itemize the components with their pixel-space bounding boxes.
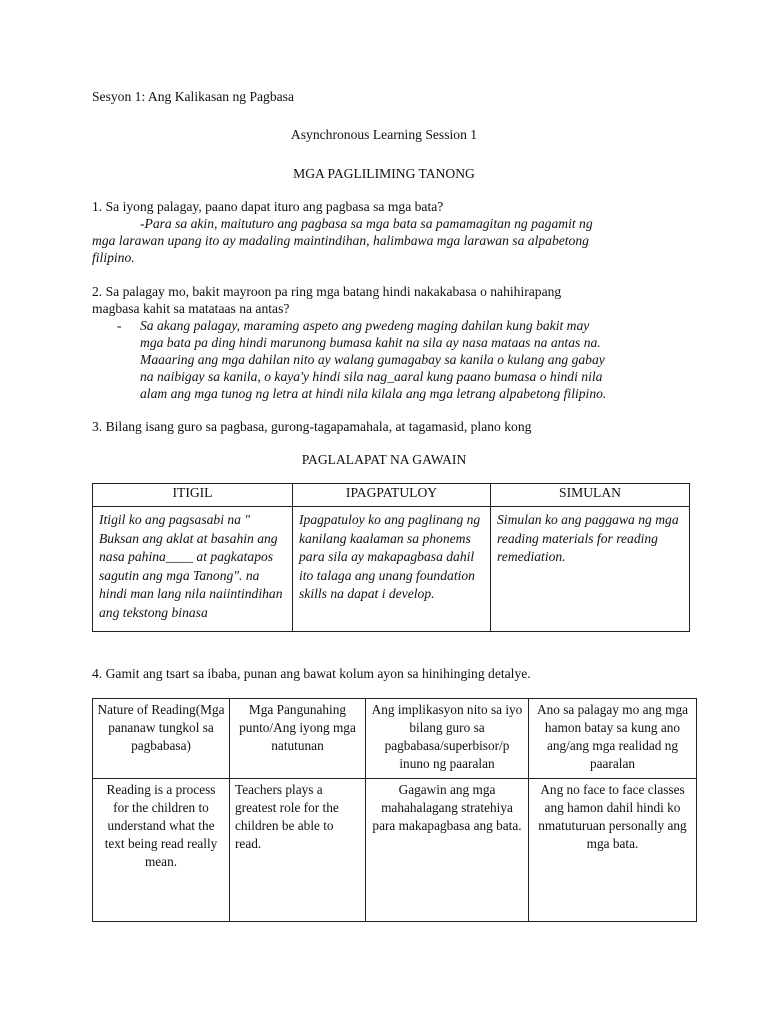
answer-2-line: Sa akang palagay, maraming aspeto ang pwedeng maging dahilan kung bakit may (140, 318, 590, 333)
question-3: 3. Bilang isang guro sa pagbasa, gurong-tagapamahala, at tagamasid, plano kong (92, 419, 532, 434)
question-4: 4. Gamit ang tsart sa ibaba, punan ang bawat kolum ayon sa hinihinging detalye. (92, 666, 531, 681)
table-cell-implication: Gagawin ang mga mahahalagang stratehiya para makapagbasa ang bata. (366, 779, 529, 922)
answer-2-dash: - (117, 318, 122, 333)
table-header-challenges: Ano sa palagay mo ang mga hamon batay sa kung ano ang/ang mga realidad ng paaralan (529, 699, 697, 779)
table-header-itigil: ITIGIL (93, 484, 293, 507)
answer-2-line: mga bata pa ding hindi marunong bumasa kahit na sila ay nasa mataas na antas na. (140, 335, 601, 350)
table-cell-simulan: Simulan ko ang paggawa ng mga reading materials for reading remediation. (491, 507, 690, 632)
answer-2-line: Maaaring ang mga dahilan nito ay walang gumagabay sa kanila o kulang ang gabay (140, 352, 605, 367)
session-title: Sesyon 1: Ang Kalikasan ng Pagbasa (92, 89, 294, 104)
table-cell-nature-of-reading: Reading is a process for the children to understand what the text being read really mean. (93, 779, 230, 922)
table-row (93, 507, 690, 632)
section-heading-questions: MGA PAGLILIMING TANONG (293, 166, 475, 181)
table-cell-ipagpatuloy: Ipagpatuloy ko ang paglinang ng kanilang kaalaman sa phonems para sila ay makapagbasa dahil ito talaga ang unang foundation skills na dapat i develop. (293, 507, 491, 632)
question-2-line: magbasa kahit sa matataas na antas? (92, 301, 290, 316)
answer-1-line: filipino. (92, 250, 135, 265)
table-cell-itigil: Itigil ko ang pagsasabi na " Buksan ang aklat at basahin ang nasa pahina____ at pagkatapos sagutin ang mga Tanong". na hindi man lang nila naiintindihan ang tekstong binasa (93, 507, 293, 632)
table-header-simulan: SIMULAN (491, 484, 690, 507)
table-header-row (93, 699, 697, 779)
section-heading-application: PAGLALAPAT NA GAWAIN (301, 452, 467, 467)
answer-2-line: alam ang mga tunog ng letra at hindi nila kilala ang mga letrang alpabetong filipino. (140, 386, 607, 401)
answer-1-line: -Para sa akin, maituturo ang pagbasa sa mga bata sa pamamagitan ng pagamit ng (140, 216, 593, 231)
table-header-implication: Ang implikasyon nito sa iyo bilang guro sa pagbabasa/superbisor/p inuno ng paaralan (366, 699, 529, 779)
table-cell-main-points: Teachers plays a greatest role for the children be able to read. (230, 779, 366, 922)
table-cell-challenges: Ang no face to face classes ang hamon dahil hindi ko nmatuturuan personally ang mga bata. (529, 779, 697, 922)
answer-1-line: mga larawan upang ito ay madaling maintindihan, halimbawa mga larawan sa alpabetong (92, 233, 589, 248)
table-header-row (93, 484, 690, 507)
subtitle: Asynchronous Learning Session 1 (290, 127, 478, 142)
table-header-nature-of-reading: Nature of Reading(Mga pananaw tungkol sa pagbabasa) (93, 699, 230, 779)
table-row (93, 779, 697, 922)
table-header-main-points: Mga Pangunahing punto/Ang iyong mga natutunan (230, 699, 366, 779)
table-header-ipagpatuloy: IPAGPATULOY (293, 484, 491, 507)
answer-2-line: na naibigay sa kanila, o kaya'y hindi sila nag_aaral kung paano bumasa o hindi nila (140, 369, 603, 384)
question-1: 1. Sa iyong palagay, paano dapat ituro ang pagbasa sa mga bata? (92, 199, 444, 214)
nature-of-reading-table (92, 698, 697, 922)
stop-continue-start-table (92, 483, 690, 632)
question-2-line: 2. Sa palagay mo, bakit mayroon pa ring mga batang hindi nakakabasa o nahihirapang (92, 284, 562, 299)
